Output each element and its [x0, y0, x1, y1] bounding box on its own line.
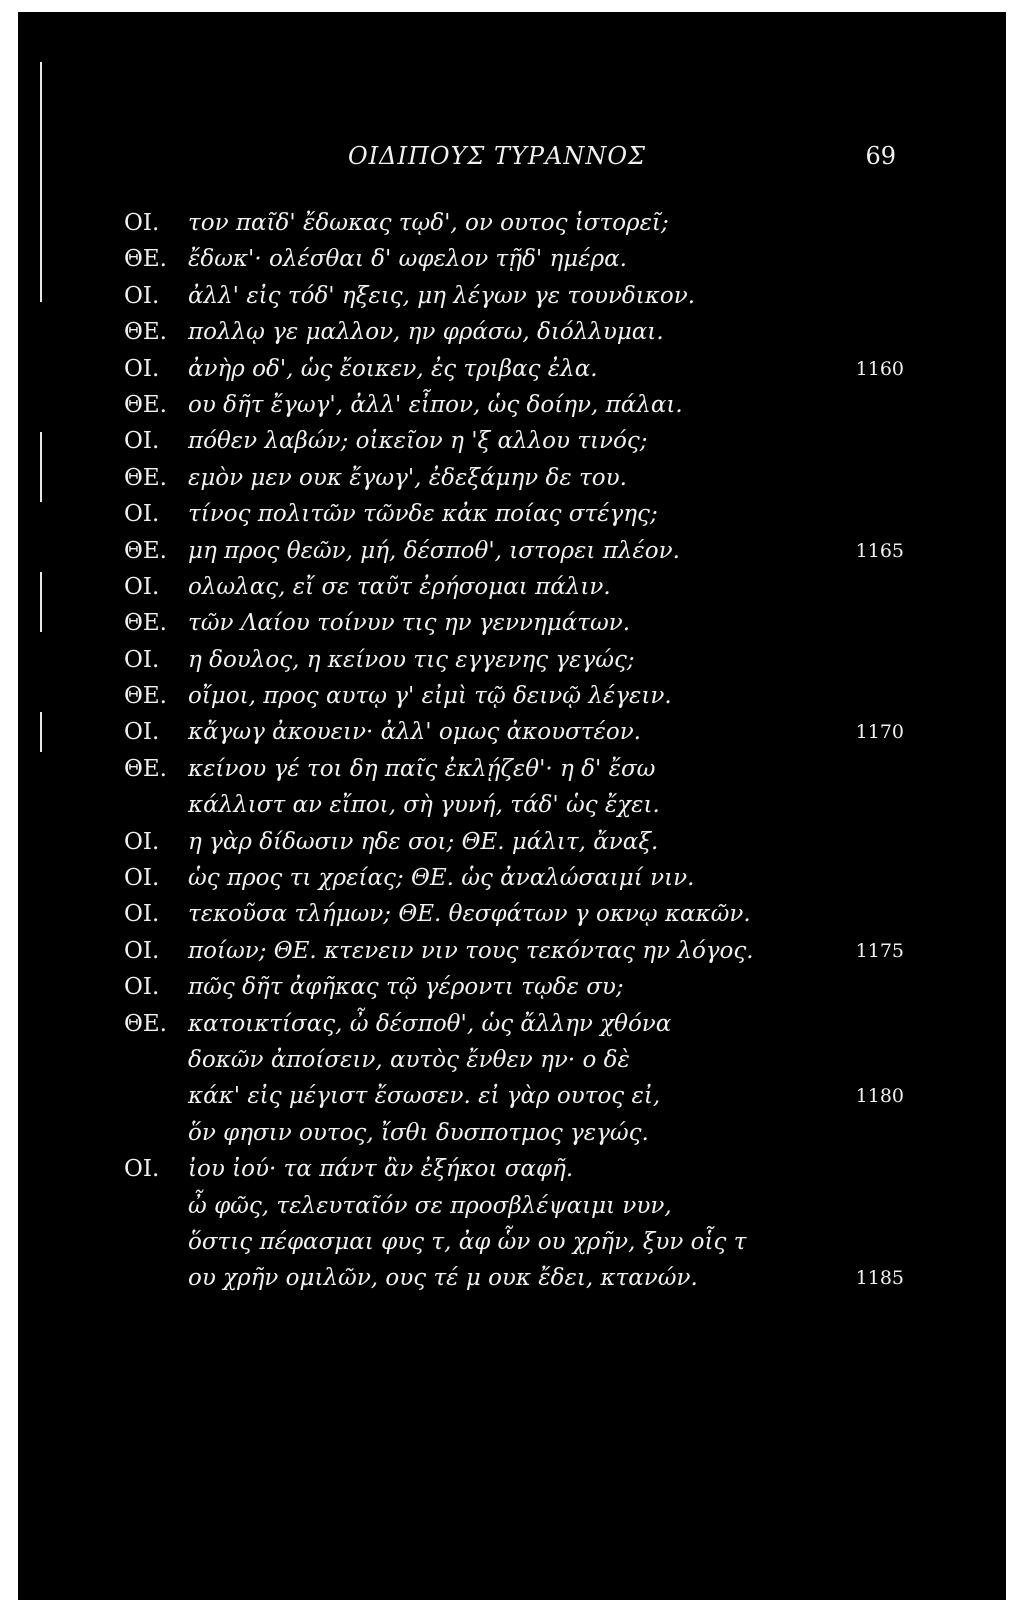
verse-text: ἀλλ' εἰς τόδ' ηξεις, μη λέγων γε τουνδικον. — [188, 282, 696, 309]
verse-line — [124, 205, 904, 241]
verse-text: ποίων; ΘΕ. κτενειν νιν τους τεκόντας ην λόγος. — [188, 937, 754, 964]
verse-text: τεκοῦσα τλήμων; ΘΕ. θεσφάτων γ οκνῳ κακῶν. — [188, 901, 751, 928]
scan-edge-artifact — [40, 432, 42, 502]
verse-line — [124, 787, 904, 823]
verse-text: η δουλος, η κείνου τις εγγενης γεγώς; — [188, 646, 635, 673]
verse-line — [124, 678, 904, 714]
verse-text: οἴμοι, προς αυτῳ γ' εἰμὶ τῷ δεινῷ λέγειν. — [188, 683, 672, 710]
verse-text: πολλῳ γε μαλλον, ην φράσω, διόλλυμαι. — [188, 319, 664, 346]
speaker-label: ΟΙ. — [124, 974, 160, 1001]
verse-line — [124, 1224, 904, 1260]
speaker-label: ΟΙ. — [124, 719, 160, 746]
verse-text: η γὰρ δίδωσιν ηδε σοι; ΘΕ. μάλιτ, ἄναξ. — [188, 828, 659, 855]
verse-text: ου χρῆν ομιλῶν, ους τέ μ ουκ ἔδει, κτανών. — [188, 1265, 698, 1292]
verse-text: ἰου ἰού· τα πάντ ἂν ἐξήκοι σαφῆ. — [188, 1156, 574, 1183]
scanned-page — [18, 12, 1006, 1600]
verse-line — [124, 751, 904, 787]
verse-line — [124, 1151, 904, 1187]
speaker-label: ΟΙ. — [124, 828, 160, 855]
speaker-label: ΟΙ. — [124, 865, 160, 892]
verse-text: τίνος πολιτῶν τῶνδε κἀκ ποίας στέγης; — [188, 501, 658, 528]
speaker-label: ΟΙ. — [124, 282, 160, 309]
speaker-label: ΟΙ. — [124, 646, 160, 673]
verse-text: ου δῆτ ἔγωγ', ἀλλ' εἶπον, ὡς δοίην, πάλαι. — [188, 391, 683, 418]
verse-text: τῶν Λαίου τοίνυν τις ην γεννημάτων. — [188, 610, 631, 637]
verse-text: ολωλας, εἴ σε ταῦτ ἐρήσομαι πάλιν. — [188, 573, 611, 600]
speaker-label: ΟΙ. — [124, 901, 160, 928]
line-number: 1180 — [855, 1085, 904, 1108]
speaker-label: ΟΙ. — [124, 1156, 160, 1183]
verse-line — [124, 241, 904, 277]
verse-text: κατοικτίσας, ὦ δέσποθ', ὡς ἄλλην χθόνα — [188, 1010, 672, 1037]
verse-text: πῶς δῆτ ἀφῆκας τῷ γέροντι τῳδε συ; — [188, 974, 624, 1001]
verse-line — [124, 278, 904, 314]
speaker-label: ΘΕ. — [124, 683, 167, 710]
speaker-label: ΘΕ. — [124, 319, 167, 346]
speaker-label: ΘΕ. — [124, 246, 167, 273]
verse-text: κείνου γέ τοι δη παῖς ἐκλῄζεθ'· η δ' ἔσω — [188, 755, 656, 782]
speaker-label: ΘΕ. — [124, 610, 167, 637]
scan-edge-artifact — [40, 712, 42, 752]
verse-line — [124, 533, 904, 569]
verse-text: ὦ φῶς, τελευταῖόν σε προσβλέψαιμι νυν, — [188, 1192, 672, 1219]
speaker-label: ΟΙ. — [124, 210, 160, 236]
scan-edge-artifact — [40, 572, 42, 632]
speaker-label: ΟΙ. — [124, 501, 160, 528]
scan-edge-artifact — [40, 62, 42, 302]
verse-line — [124, 824, 904, 860]
verse-line — [124, 314, 904, 350]
speaker-label: ΘΕ. — [124, 755, 167, 782]
verse-line — [124, 714, 904, 750]
verse-line — [124, 605, 904, 641]
verse-lines — [124, 205, 904, 1297]
page-number: 69 — [865, 142, 896, 170]
line-number: 1170 — [855, 721, 904, 744]
verse-text: μη προς θεῶν, μή, δέσποθ', ιστορει πλέον. — [188, 537, 680, 564]
line-number: 1175 — [855, 939, 904, 962]
speaker-label: ΟΙ. — [124, 428, 160, 455]
speaker-label: ΘΕ. — [124, 537, 167, 564]
verse-text: ὅστις πέφασμαι φυς τ, ἀφ ὧν ου χρῆν, ξυν οἷς τ — [188, 1228, 747, 1255]
verse-text: τον παῖδ' ἔδωκας τῳδ', ον ουτος ἱστορεῖ; — [188, 210, 669, 236]
verse-line — [124, 460, 904, 496]
verse-line — [124, 1042, 904, 1078]
speaker-label: ΘΕ. — [124, 391, 167, 418]
verse-text: εμὸν μεν ουκ ἔγωγ', ἐδεξάμην δε του. — [188, 464, 627, 491]
speaker-label: ΟΙ. — [124, 937, 160, 964]
verse-line — [124, 1260, 904, 1296]
verse-text: ἔδωκ'· ολέσθαι δ' ωφελον τῇδ' ημέρα. — [188, 246, 627, 273]
verse-line — [124, 969, 904, 1005]
verse-line — [124, 642, 904, 678]
line-number: 1165 — [855, 539, 904, 562]
verse-text: κάλλιστ αν εἴποι, σὴ γυνή, τάδ' ὡς ἔχει. — [188, 792, 660, 819]
speaker-label: ΟΙ. — [124, 573, 160, 600]
verse-text: ὡς προς τι χρείας; ΘΕ. ὡς ἀναλώσαιμί νιν. — [188, 865, 695, 892]
verse-line — [124, 1188, 904, 1224]
verse-line — [124, 860, 904, 896]
verse-text: κἄγωγ ἀκουειν· ἀλλ' ομως ἀκουστέον. — [188, 719, 641, 746]
verse-line — [124, 896, 904, 932]
running-head-title: ΟΙΔΙΠΟΥΣ ΤΥΡΑΝΝΟΣ — [348, 142, 646, 170]
verse-line — [124, 1078, 904, 1114]
verse-line — [124, 569, 904, 605]
verse-text: ὅν φησιν ουτος, ἴσθι δυσποτμος γεγώς. — [188, 1119, 649, 1146]
verse-text: ἀνὴρ οδ', ὡς ἔοικεν, ἐς τριβας ἐλα. — [188, 355, 598, 382]
line-number: 1160 — [855, 357, 904, 380]
verse-line — [124, 933, 904, 969]
verse-line — [124, 1006, 904, 1042]
verse-text: δοκῶν ἀποίσειν, αυτὸς ἔνθεν ην· ο δὲ — [188, 1046, 630, 1073]
verse-line — [124, 423, 904, 459]
verse-line — [124, 496, 904, 532]
speaker-label: ΘΕ. — [124, 464, 167, 491]
verse-text: πόθεν λαβών; οἰκεῖον η 'ξ αλλου τινός; — [188, 428, 648, 455]
verse-line — [124, 387, 904, 423]
speaker-label: ΟΙ. — [124, 355, 160, 382]
speaker-label: ΘΕ. — [124, 1010, 167, 1037]
verse-line — [124, 1115, 904, 1151]
verse-text: κάκ' εἰς μέγιστ ἔσωσεν. εἰ γὰρ ουτος εἰ, — [188, 1083, 661, 1110]
line-number: 1185 — [855, 1267, 904, 1290]
verse-line — [124, 351, 904, 387]
